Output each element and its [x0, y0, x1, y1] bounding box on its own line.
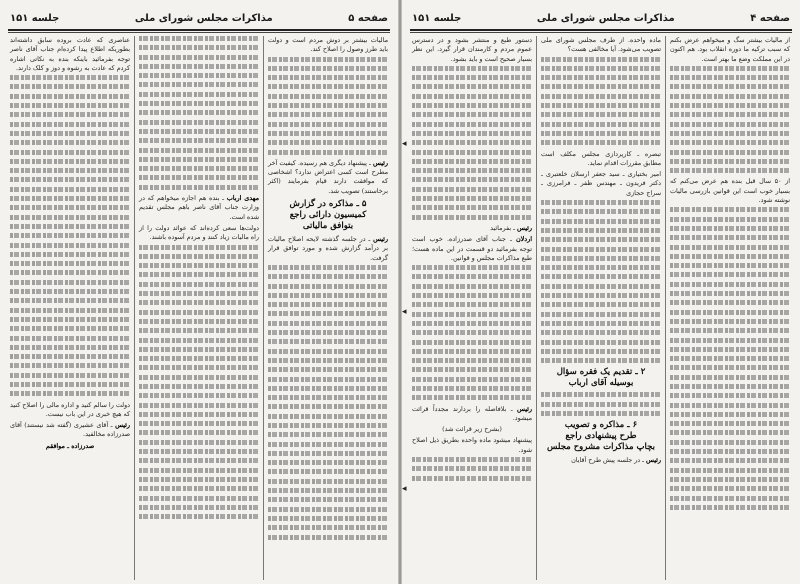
paragraph: عناصری که عادت بروده سابق داشته‌اند بطوریکه اطلاع پیدا کرده‌ام جناب آقای ناصر توجه بفرمائید باینکه بنده به نکاتی اشاره کردم که عادت به رشوه و دوز و کلک دارند. — [10, 36, 130, 72]
speech-text: پیشنهاد دیگری هم رسیده. کیفیت آخر مطرح است کسی اعتراض ندارد؟ اشخاصی که موافقت دارند قیام بفرمایند (اکثر برخاستند) تصویب شد. — [268, 158, 388, 195]
speech-text: بفرمائید — [490, 223, 512, 232]
speaker-name: رئیس — [517, 223, 532, 232]
page-header — [412, 8, 790, 28]
text-columns — [6, 36, 392, 580]
left-page — [0, 0, 398, 584]
speech-text: بلافاصله را بردارند مجدداً قرائت میشود. — [412, 404, 532, 422]
page-number: صفحه ۴ — [750, 12, 790, 24]
section-heading: ۶ ـ مذاکره و تصویب طرح پیشنهادی راجع بچاپ مذاکرات مشروح مجلس — [547, 420, 655, 453]
header-rule-thin — [410, 32, 792, 33]
paragraph: دستور طبع و منتشر بشود و در دسترس عموم مردم و کارمندان قرار گیرد. این نظر بسیار صحیح است و باید بشود. — [412, 36, 532, 63]
header-rule — [410, 29, 792, 31]
paragraph: تبصره ـ کارپردازی مجلس مکلف است مطابق مقررات اقدام نماید. — [541, 149, 661, 167]
speaker-name: صدرزاده ـ موافقم — [45, 441, 95, 450]
column-1: مالیات بیشتر بر دوش مردم است و دولت باید طرز وصول را اصلاح کند. رئیس ـ پیشنهاد دیگری هم رسیده. کیفیت آخر مطرح است کسی اعتراض ندارد؟ اشخاصی که موافقت دارند قیام بفرمایند (اکثر برخاستند) تصویب شد. ۵ ـ مذاکره در گزارش کمیسیون دارائی راجع بتوافق مالیاتی رئیس ـ در جلسه گذشته لایحه اصلاح مالیات بر درآمد گزارش شده و مورد توافق قرار گرفت. — [264, 36, 392, 580]
column-2: ماده واحده. از طرف مجلس شورای ملی تصویب می‌شود. آیا مخالفی هست؟ تبصره ـ کارپردازی مجلس مکلف است مطابق مقررات اقدام نماید. امیر بختیاری ـ سید جعفر ارسلان خلعتبری ـ دکتر فریدون ـ مهندس ظفر ـ فرامرزی ـ سراج حجازی ۲ ـ تقدیم یک فقره سؤال بوسیله آقای ارباب ۶ ـ مذاکره و تصویب طرح پیشنهادی راجع بچاپ مذاکرات مشروح مجلس رئیس ـ در جلسه پیش طرح آقایان — [537, 36, 666, 580]
speaker-name: رئیس — [373, 158, 388, 167]
speaker-name: رئیس — [646, 456, 661, 465]
paragraph: ماده واحده. از طرف مجلس شورای ملی تصویب می‌شود. آیا مخالفی هست؟ — [541, 36, 661, 54]
header-rule-thin — [8, 32, 390, 33]
column-1 — [666, 36, 794, 580]
session-number: جلسه ۱۵۱ — [412, 12, 462, 24]
publication-title: مذاکرات مجلس شورای ملی — [536, 12, 675, 24]
page-number: صفحه ۵ — [348, 12, 388, 24]
column-2: مهدی ارباب ـ بنده هم اجازه میخواهم که در وزارت جناب آقای ناصر باهم مجلس تقدیم شده است. دولت‌ها سعی کرده‌اند که عوائد دولت را از راه مالیات زیاد کنند و مردم آسوده باشند. — [135, 36, 264, 580]
section-heading: ۵ ـ مذاکره در گزارش کمیسیون دارائی راجع بتوافق مالیاتی — [289, 199, 367, 232]
section-heading: ۲ ـ تقدیم یک فقره سؤال بوسیله آقای ارباب — [556, 367, 646, 389]
binding-mark-icon: ◂ — [402, 484, 407, 494]
column-3: عناصری که عادت بروده سابق داشته‌اند بطوریکه اطلاع پیدا کرده‌ام جناب آقای ناصر توجه بفرمائید باینکه بنده به نکاتی اشاره کردم که عادت به رشوه و دوز و کلک دارند. دولت را سالم کنید و اداره مالی را اصلاح کنید که هیچ خبری در این باب نیست. رئیس ـ آقای عشیری (گفته شد نیستند) آقای صدرزاده مخالفید. صدرزاده ـ موافقم — [6, 36, 135, 580]
binding-mark-icon: ◂ — [402, 139, 407, 149]
session-number: جلسه ۱۵۱ — [10, 12, 60, 24]
paragraph: از ۵۰ سال قبل بنده هم عرض می‌کنم که بسیار خوب است این قوانین بازرسی مالیات نوشته شود. — [670, 177, 790, 205]
column-3: دستور طبع و منتشر بشود و در دسترس عموم مردم و کارمندان قرار گیرد. این نظر بسیار صحیح است و باید بشود. رئیس ـ بفرمائید اردلان ـ جناب آقای صدرزاده. خوب است توجه بفرمائید دو قسمت در این ماده هست؛ طبع مذاکرات مجلس و قوانین. رئیس ـ بلافاصله را بردارند مجدداً قرائت میشود. (بشرح زیر قرائت شد) پیشنهاد میشود ماده واحده بطریق ذیل اصلاح شود. — [408, 36, 537, 580]
speaker-name: مهدی ارباب — [226, 194, 259, 203]
speech-text: در جلسه پیش طرح آقایان — [571, 456, 641, 465]
speech-text: جناب آقای صدرزاده. خوب است توجه بفرمائید دو قسمت در این ماده هست؛ طبع مذاکرات مجلس و قوانین. — [412, 235, 532, 262]
speech-text: در جلسه گذشته لایحه اصلاح مالیات بر درآمد گزارش شده و مورد توافق قرار گرفت. — [268, 235, 388, 262]
paragraph: دولت را سالم کنید و اداره مالی را اصلاح کنید که هیچ خبری در این باب نیست. — [10, 400, 130, 418]
text-columns — [408, 36, 794, 580]
paragraph: دولت‌ها سعی کرده‌اند که عوائد دولت را از راه مالیات زیاد کنند و مردم آسوده باشند. — [139, 223, 259, 242]
speech-text: آقای عشیری (گفته شد نیستند) آقای صدرزاده مخالفید. — [10, 421, 130, 439]
binding-mark-icon: ◂ — [402, 307, 407, 317]
speaker-name: رئیس — [373, 235, 389, 244]
page-header — [10, 8, 388, 28]
paragraph: پیشنهاد میشود ماده واحده بطریق ذیل اصلاح شود. — [412, 436, 532, 454]
note: (بشرح زیر قرائت شد) — [442, 425, 502, 434]
paragraph: از مالیات بیشتر سگ و میخواهم عرض بکنم که سبب ترکیه ما دوره انقلاب بود. هم اکنون در این مملکت وضع ما بهتر است. — [670, 36, 790, 63]
speaker-name: رئیس — [115, 421, 131, 430]
member-names: امیر بختیاری ـ سید جعفر ارسلان خلعتبری ـ دکتر فریدون ـ مهندس ظفر ـ فرامرزی ـ سراج حجازی — [541, 170, 661, 197]
publication-title: مذاکرات مجلس شورای ملی — [134, 12, 273, 24]
speaker-name: رئیس — [517, 404, 532, 413]
speech-text: بنده هم اجازه میخواهم که در وزارت جناب آقای ناصر باهم مجلس تقدیم شده است. — [139, 194, 259, 221]
right-page — [402, 0, 800, 584]
paragraph: مالیات بیشتر بر دوش مردم است و دولت باید طرز وصول را اصلاح کند. — [268, 36, 388, 54]
header-rule — [8, 29, 390, 31]
speaker-name: اردلان — [515, 235, 533, 244]
